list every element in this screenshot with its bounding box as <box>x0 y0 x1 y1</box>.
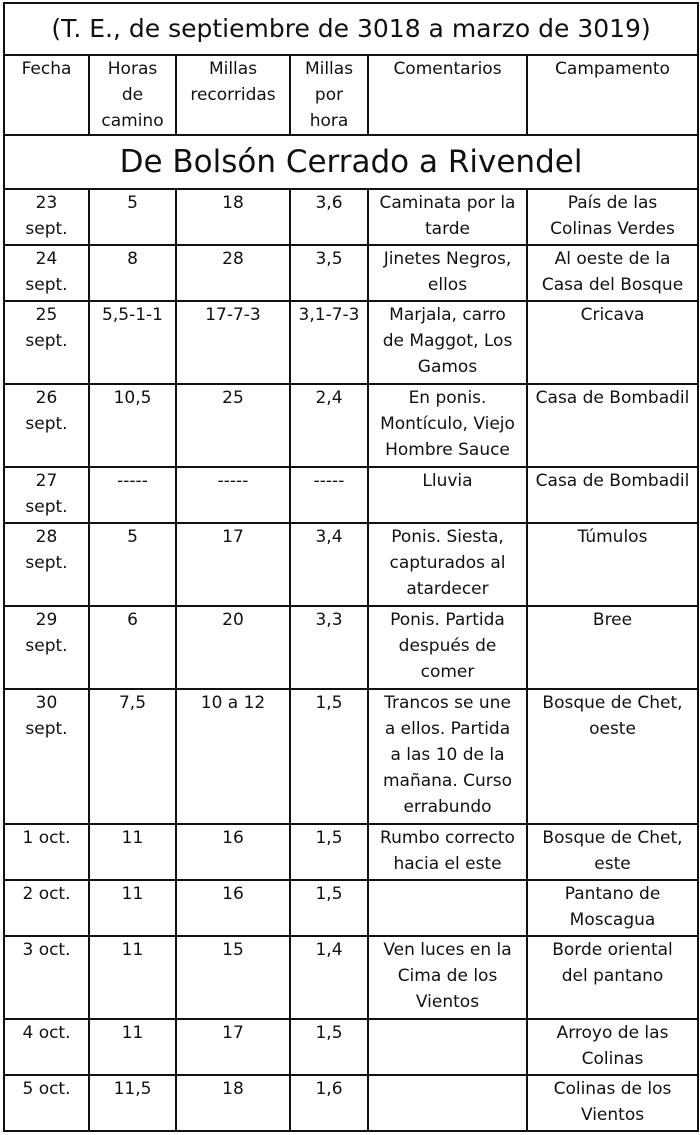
cell-fecha <box>4 523 89 606</box>
cell-millas-text: 16 <box>222 828 244 848</box>
cell-campamento <box>527 384 698 467</box>
cell-campamento-text: Pantano de Moscagua <box>564 884 661 930</box>
cell-horas <box>89 689 176 824</box>
cell-mph <box>290 467 368 523</box>
table-row <box>4 824 698 880</box>
cell-mph <box>290 523 368 606</box>
cell-millas-text: 10 a 12 <box>200 693 266 713</box>
cell-fecha-text: 2 oct. <box>22 884 71 904</box>
table-row <box>4 689 698 824</box>
cell-horas-text: 11 <box>121 940 144 960</box>
cell-millas <box>176 1075 290 1131</box>
cell-fecha-text: 23 sept. <box>25 193 68 239</box>
cell-fecha-text: 30 sept. <box>25 693 68 739</box>
cell-horas-text: 5,5-1-1 <box>102 305 163 325</box>
cell-fecha <box>4 936 89 1019</box>
cell-campamento <box>527 523 698 606</box>
cell-horas-text: 10,5 <box>113 388 152 408</box>
cell-horas <box>89 880 176 936</box>
cell-millas-text: 18 <box>222 1079 244 1099</box>
header-comentarios <box>368 55 527 135</box>
cell-comentarios-text: En ponis. Montículo, Viejo Hombre Sauce <box>380 388 515 460</box>
cell-campamento <box>527 824 698 880</box>
cell-millas-text: 15 <box>222 940 244 960</box>
cell-horas-text: ----- <box>117 471 148 491</box>
cell-fecha-text: 24 sept. <box>25 249 68 295</box>
cell-mph-text: 3,4 <box>315 527 343 547</box>
cell-horas-text: 11,5 <box>113 1079 152 1099</box>
cell-millas <box>176 467 290 523</box>
cell-comentarios-text: Rumbo correcto hacia el este <box>380 828 515 874</box>
cell-fecha-text: 26 sept. <box>25 388 68 434</box>
cell-horas-text: 8 <box>127 249 138 269</box>
header-fecha <box>4 55 89 135</box>
header-fecha-label: Fecha <box>21 59 72 79</box>
header-campamento-label: Campamento <box>555 59 670 79</box>
cell-millas <box>176 824 290 880</box>
cell-campamento-text: Al oeste de la Casa del Bosque <box>541 249 684 295</box>
cell-comentarios <box>368 936 527 1019</box>
table-row <box>4 936 698 1019</box>
cell-millas <box>176 689 290 824</box>
header-row <box>4 55 698 135</box>
cell-fecha <box>4 301 89 384</box>
table-row <box>4 301 698 384</box>
cell-mph <box>290 1075 368 1131</box>
cell-mph <box>290 689 368 824</box>
cell-horas <box>89 467 176 523</box>
cell-fecha-text: 27 sept. <box>25 471 68 517</box>
cell-mph-text: 3,6 <box>315 193 343 213</box>
cell-mph-text: 2,4 <box>315 388 343 408</box>
cell-mph-text: 3,1-7-3 <box>298 305 360 325</box>
header-millas-label: Millas recorridas <box>190 59 276 105</box>
cell-mph-text: 1,4 <box>315 940 343 960</box>
table-row <box>4 606 698 689</box>
table-row <box>4 384 698 467</box>
cell-fecha <box>4 689 89 824</box>
cell-campamento-text: Bosque de Chet, este <box>542 828 683 874</box>
cell-mph <box>290 880 368 936</box>
cell-fecha <box>4 1019 89 1075</box>
table-row <box>4 189 698 245</box>
cell-mph-text: 1,5 <box>315 828 343 848</box>
cell-campamento <box>527 301 698 384</box>
cell-horas <box>89 523 176 606</box>
cell-horas <box>89 384 176 467</box>
cell-comentarios <box>368 384 527 467</box>
cell-mph <box>290 384 368 467</box>
itinerary-table-body <box>4 3 698 1131</box>
cell-fecha <box>4 467 89 523</box>
cell-millas <box>176 245 290 301</box>
cell-fecha-text: 29 sept. <box>25 610 68 656</box>
cell-millas-text: 25 <box>222 388 244 408</box>
cell-horas <box>89 936 176 1019</box>
cell-millas <box>176 936 290 1019</box>
cell-comentarios <box>368 189 527 245</box>
cell-comentarios <box>368 245 527 301</box>
cell-horas <box>89 606 176 689</box>
cell-millas-text: ----- <box>217 471 249 491</box>
cell-comentarios-text: Marjala, carro de Maggot, Los Gamos <box>382 305 513 377</box>
cell-mph <box>290 301 368 384</box>
cell-fecha <box>4 824 89 880</box>
cell-millas-text: 16 <box>222 884 244 904</box>
cell-mph-text: 1,5 <box>315 693 343 713</box>
cell-campamento <box>527 1019 698 1075</box>
cell-mph-text: 3,3 <box>315 610 343 630</box>
cell-campamento-text: Arroyo de las Colinas <box>556 1023 669 1069</box>
cell-mph <box>290 606 368 689</box>
cell-millas-text: 17 <box>222 1023 244 1043</box>
cell-comentarios-text: Ponis. Partida después de comer <box>390 610 505 682</box>
cell-horas <box>89 1075 176 1131</box>
cell-campamento-text: Bree <box>592 610 633 630</box>
cell-mph <box>290 1019 368 1075</box>
cell-comentarios <box>368 606 527 689</box>
cell-mph <box>290 824 368 880</box>
cell-campamento <box>527 689 698 824</box>
cell-campamento-text: Túmulos <box>577 527 648 547</box>
table-row <box>4 523 698 606</box>
cell-millas <box>176 384 290 467</box>
cell-comentarios <box>368 467 527 523</box>
cell-mph-text: 1,5 <box>315 884 343 904</box>
cell-campamento-text: Borde oriental del pantano <box>552 940 673 986</box>
cell-fecha <box>4 606 89 689</box>
cell-millas <box>176 1019 290 1075</box>
header-comentarios-label: Comentarios <box>393 59 502 79</box>
header-millas <box>176 55 290 135</box>
cell-horas-text: 11 <box>121 884 144 904</box>
cell-campamento-text: Casa de Bombadil <box>535 471 690 491</box>
cell-mph-text: ----- <box>313 471 345 491</box>
itinerary-table <box>3 2 699 1132</box>
cell-campamento-text: Casa de Bombadil <box>535 388 690 408</box>
cell-campamento <box>527 189 698 245</box>
cell-mph <box>290 189 368 245</box>
cell-fecha-text: 5 oct. <box>22 1079 71 1099</box>
cell-horas <box>89 301 176 384</box>
cell-mph <box>290 245 368 301</box>
cell-horas-text: 11 <box>121 828 144 848</box>
cell-comentarios-text: Lluvia <box>422 471 473 491</box>
cell-horas-text: 11 <box>121 1023 144 1043</box>
cell-horas-text: 5 <box>127 193 138 213</box>
header-campamento <box>527 55 698 135</box>
cell-comentarios <box>368 1019 527 1075</box>
cell-campamento <box>527 880 698 936</box>
cell-millas-text: 20 <box>222 610 244 630</box>
cell-mph-text: 3,5 <box>315 249 343 269</box>
cell-horas <box>89 189 176 245</box>
header-horas <box>89 55 176 135</box>
cell-horas <box>89 245 176 301</box>
table-row <box>4 1019 698 1075</box>
cell-fecha-text: 3 oct. <box>22 940 71 960</box>
cell-horas-text: 6 <box>127 610 138 630</box>
cell-fecha-text: 4 oct. <box>22 1023 71 1043</box>
title-row <box>4 3 698 55</box>
cell-millas-text: 28 <box>222 249 244 269</box>
cell-campamento <box>527 467 698 523</box>
cell-comentarios-text: Jinetes Negros, ellos <box>383 249 512 295</box>
cell-campamento <box>527 245 698 301</box>
document-title: (T. E., de septiembre de 3018 a marzo de 3019) <box>4 3 698 55</box>
cell-millas <box>176 880 290 936</box>
cell-millas <box>176 523 290 606</box>
cell-campamento-text: Cricava <box>580 305 645 325</box>
cell-millas <box>176 301 290 384</box>
cell-millas-text: 18 <box>222 193 244 213</box>
section-title: De Bolsón Cerrado a Rivendel <box>4 135 698 189</box>
cell-horas-text: 7,5 <box>118 693 147 713</box>
cell-mph-text: 1,5 <box>315 1023 343 1043</box>
cell-millas-text: 17 <box>222 527 244 547</box>
cell-comentarios <box>368 1075 527 1131</box>
cell-campamento-text: Bosque de Chet, oeste <box>542 693 683 739</box>
cell-millas <box>176 189 290 245</box>
cell-fecha <box>4 384 89 467</box>
table-row <box>4 1075 698 1131</box>
cell-comentarios-text: Ven luces en la Cima de los Vientos <box>383 940 512 1012</box>
cell-comentarios-text: Ponis. Siesta, capturados al atardecer <box>389 527 506 599</box>
cell-millas <box>176 606 290 689</box>
cell-fecha-text: 25 sept. <box>25 305 68 351</box>
cell-comentarios-text: Caminata por la tarde <box>379 193 516 239</box>
cell-horas <box>89 824 176 880</box>
cell-fecha <box>4 880 89 936</box>
cell-millas-text: 17-7-3 <box>205 305 261 325</box>
cell-fecha <box>4 189 89 245</box>
table-row <box>4 467 698 523</box>
cell-horas <box>89 1019 176 1075</box>
cell-comentarios <box>368 689 527 824</box>
cell-campamento-text: País de las Colinas Verdes <box>550 193 675 239</box>
table-row <box>4 245 698 301</box>
cell-campamento-text: Colinas de los Vientos <box>553 1079 672 1125</box>
cell-fecha-text: 1 oct. <box>22 828 71 848</box>
cell-comentarios <box>368 301 527 384</box>
cell-horas-text: 5 <box>127 527 138 547</box>
cell-comentarios <box>368 523 527 606</box>
cell-mph <box>290 936 368 1019</box>
cell-comentarios-text: Trancos se une a ellos. Partida a las 10 de la mañana. Curso errabundo <box>382 693 513 817</box>
cell-fecha <box>4 245 89 301</box>
section-row <box>4 135 698 189</box>
header-mph <box>290 55 368 135</box>
cell-mph-text: 1,6 <box>315 1079 343 1099</box>
table-row <box>4 880 698 936</box>
cell-comentarios <box>368 880 527 936</box>
cell-campamento <box>527 606 698 689</box>
cell-comentarios <box>368 824 527 880</box>
header-mph-label: Millas por hora <box>304 59 354 131</box>
cell-fecha <box>4 1075 89 1131</box>
cell-fecha-text: 28 sept. <box>25 527 68 573</box>
cell-campamento <box>527 936 698 1019</box>
cell-campamento <box>527 1075 698 1131</box>
header-horas-label: Horas de camino <box>101 59 164 131</box>
